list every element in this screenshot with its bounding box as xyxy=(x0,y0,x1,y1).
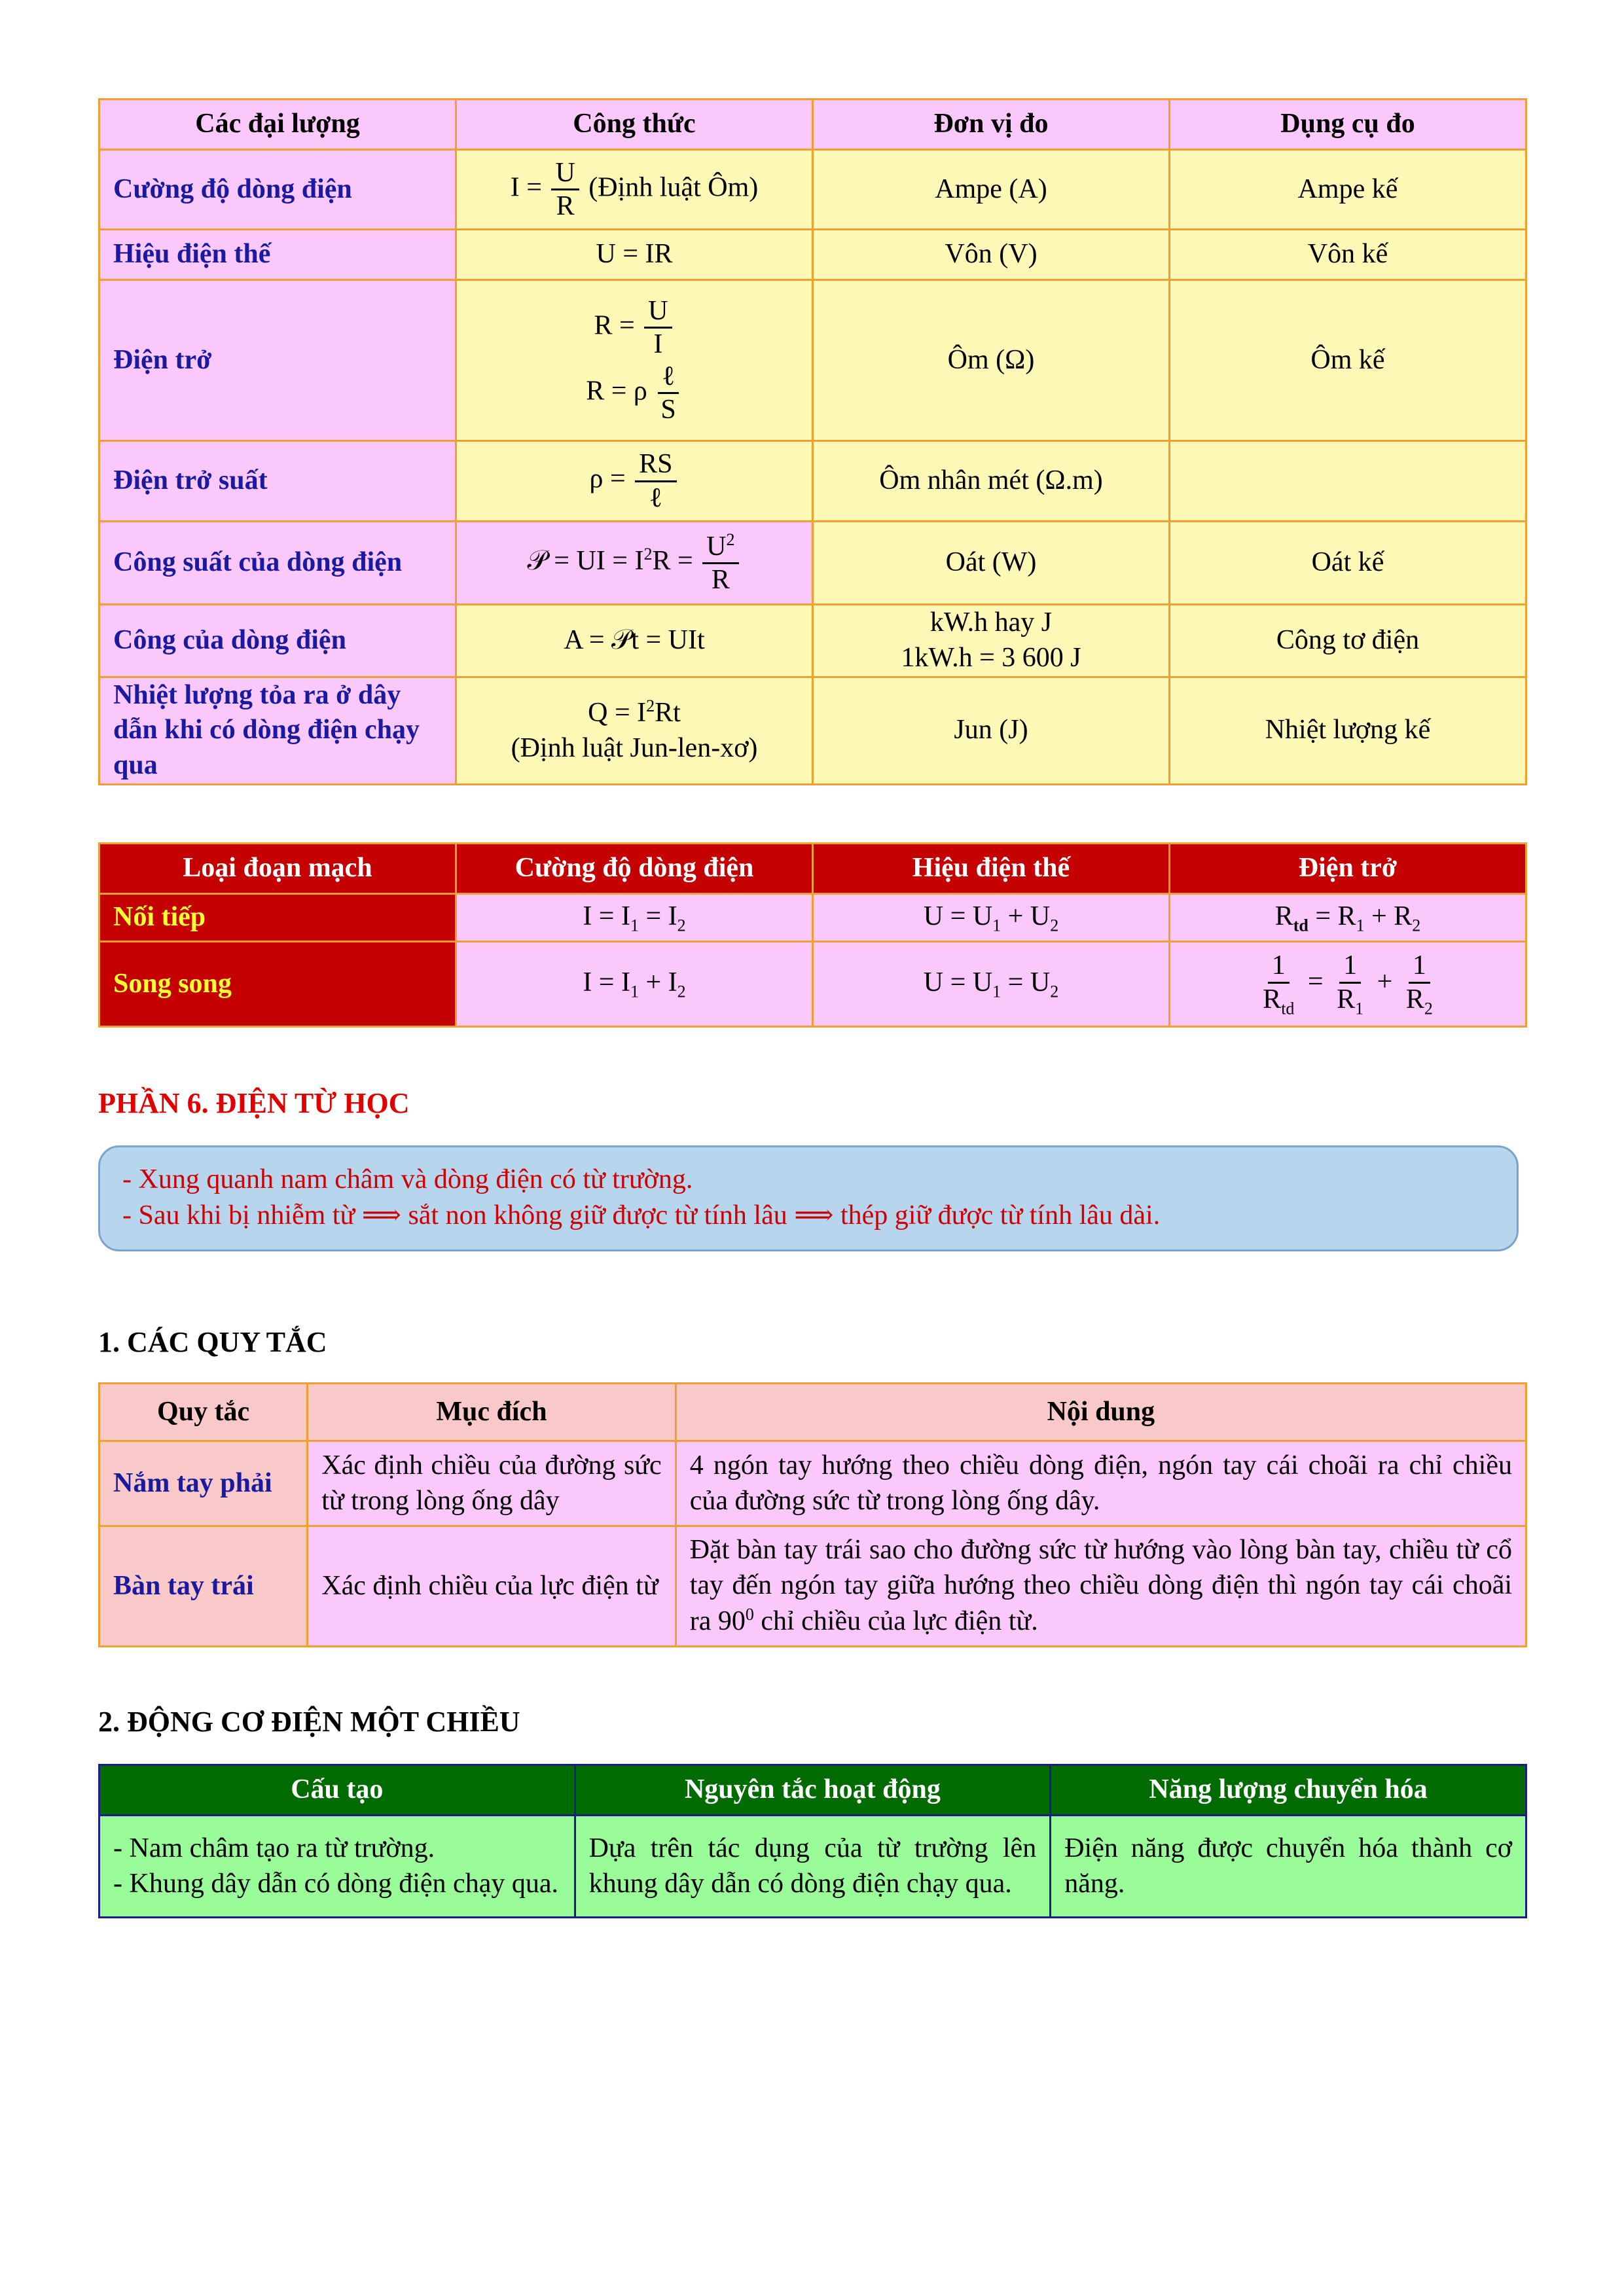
subscript: 1 xyxy=(630,916,639,935)
header-quantity: Các đại lượng xyxy=(99,99,456,150)
subscript: 1 xyxy=(630,982,639,1001)
voltage-cell xyxy=(813,894,1170,942)
denominator xyxy=(1259,984,1298,1018)
table-row xyxy=(99,894,1526,942)
formula-cell xyxy=(456,150,813,230)
quantity-label: Nhiệt lượng tỏa ra ở dây dẫn khi có dòng điện chạy qua xyxy=(99,677,456,784)
fraction xyxy=(1333,950,1367,1018)
rules-table xyxy=(98,1382,1527,1647)
superscript: 0 xyxy=(745,1604,754,1624)
header-resistance: Điện trở xyxy=(1170,844,1526,894)
heading-dc-motor: 2. ĐỘNG CƠ ĐIỆN MỘT CHIỀU xyxy=(98,1706,520,1738)
circuit-label: Nối tiếp xyxy=(99,894,456,942)
circuit-table xyxy=(98,842,1527,1028)
header-principle: Nguyên tắc hoạt động xyxy=(575,1765,1051,1816)
unit-cell: Ampe (A) xyxy=(813,150,1170,230)
note-box xyxy=(98,1145,1519,1251)
table-row xyxy=(99,1441,1526,1526)
fraction xyxy=(1259,950,1298,1018)
header-purpose: Mục đích xyxy=(308,1384,676,1441)
unit-cell: Jun (J) xyxy=(813,677,1170,784)
subscript: 2 xyxy=(1050,916,1059,935)
text: I = I xyxy=(583,967,630,998)
text: = U xyxy=(1001,967,1051,998)
subscript: 2 xyxy=(1050,982,1059,1001)
text: R xyxy=(1274,901,1293,931)
header-structure: Cấu tạo xyxy=(99,1765,575,1816)
quantity-label: Điện trở xyxy=(99,280,456,441)
numerator: 1 xyxy=(1339,950,1361,983)
header-tool: Dụng cụ đo xyxy=(1170,99,1526,150)
text-line: - Nam châm tạo ra từ trường. xyxy=(113,1833,435,1863)
fraction xyxy=(657,361,679,426)
numerator-text: U xyxy=(706,531,727,562)
text: U = U xyxy=(923,901,993,931)
header-unit: Đơn vị đo xyxy=(813,99,1170,150)
header-content: Nội dung xyxy=(676,1384,1526,1441)
numerator: 1 xyxy=(1409,950,1430,983)
numerator: ℓ xyxy=(658,361,679,394)
purpose-cell: Xác định chiều của đường sức từ trong lòng ống dây xyxy=(308,1441,676,1526)
fraction xyxy=(1402,950,1437,1018)
circuit-label: Song song xyxy=(99,942,456,1027)
formula-lhs: I = xyxy=(510,172,542,203)
denominator: R xyxy=(711,565,730,595)
subscript: 1 xyxy=(1355,998,1364,1018)
text: chỉ chiều của lực điện từ. xyxy=(753,1605,1038,1636)
formula-cell: A = 𝒫t = UIt xyxy=(456,605,813,677)
energy-cell: Điện năng được chuyển hóa thành cơ năng. xyxy=(1051,1816,1526,1918)
subscript: td xyxy=(1293,916,1308,935)
header-rule: Quy tắc xyxy=(99,1384,308,1441)
fraction xyxy=(702,530,738,596)
formula-note: (Định luật Jun-len-xơ) xyxy=(511,732,758,763)
header-formula: Công thức xyxy=(456,99,813,150)
header-circuit-type: Loại đoạn mạch xyxy=(99,844,456,894)
subscript: 1 xyxy=(992,916,1001,935)
unit-cell xyxy=(813,605,1170,677)
formula-lhs: ρ = xyxy=(589,463,626,494)
header-current: Cường độ dòng điện xyxy=(456,844,813,894)
current-cell xyxy=(456,942,813,1027)
denominator: ℓ xyxy=(649,482,662,513)
formula-cell xyxy=(456,522,813,605)
quantity-label: Công suất của dòng điện xyxy=(99,522,456,605)
formula-cell xyxy=(456,280,813,441)
rule-label: Bàn tay trái xyxy=(99,1526,308,1647)
rule-label: Nắm tay phải xyxy=(99,1441,308,1526)
superscript: 2 xyxy=(646,696,655,715)
dc-motor-table xyxy=(98,1764,1527,1918)
formula-lhs: 𝒫 = UI = I xyxy=(527,545,644,576)
principle-cell: Dựa trên tác dụng của từ trường lên khung dây dẫn có dòng điện chạy qua. xyxy=(575,1816,1051,1918)
table-row xyxy=(99,522,1526,605)
unit-cell: Ôm nhân mét (Ω.m) xyxy=(813,441,1170,522)
subscript: 1 xyxy=(992,982,1001,1001)
table-row xyxy=(99,1526,1526,1647)
formula-note: (Định luật Ôm) xyxy=(588,172,759,203)
superscript: 2 xyxy=(726,529,735,549)
superscript: 2 xyxy=(643,544,653,564)
text-line: - Khung dây dẫn có dòng điện chạy qua. xyxy=(113,1868,558,1899)
text: + I xyxy=(638,967,677,998)
voltage-cell xyxy=(813,942,1170,1027)
subscript: 2 xyxy=(1424,998,1433,1018)
text: = I xyxy=(638,901,677,931)
text: + R xyxy=(1364,901,1413,931)
plus-sign: + xyxy=(1377,967,1393,997)
tool-cell: Công tơ điện xyxy=(1170,605,1526,677)
formula-cell xyxy=(456,677,813,784)
quantity-label: Công của dòng điện xyxy=(99,605,456,677)
tool-cell xyxy=(1170,441,1526,522)
content-cell xyxy=(676,1526,1526,1647)
note-line: - Sau khi bị nhiễm từ ⟹ sắt non không giữ được từ tính lâu ⟹ thép giữ được từ tính lâu dài. xyxy=(122,1200,1161,1230)
formula-lhs: R = ρ xyxy=(586,375,647,406)
quantity-label: Cường độ dòng điện xyxy=(99,150,456,230)
resistance-cell xyxy=(1170,894,1526,942)
denominator xyxy=(1333,984,1367,1018)
tool-cell: Vôn kế xyxy=(1170,230,1526,280)
fraction xyxy=(551,157,579,223)
formula-line xyxy=(470,695,799,731)
subscript: 2 xyxy=(1412,916,1421,935)
text: R xyxy=(1263,984,1282,1014)
formula-cell: U = IR xyxy=(456,230,813,280)
text: + U xyxy=(1001,901,1051,931)
subscript: 1 xyxy=(1356,916,1365,935)
unit-cell: Ôm (Ω) xyxy=(813,280,1170,441)
table-row xyxy=(99,677,1526,784)
unit-line: kW.h hay J xyxy=(929,607,1053,637)
denominator xyxy=(1402,984,1437,1018)
text: R xyxy=(1405,984,1424,1014)
tool-cell: Nhiệt lượng kế xyxy=(1170,677,1526,784)
text: = R xyxy=(1308,901,1356,931)
formula-part: Q = I xyxy=(588,697,647,728)
equals-sign: = xyxy=(1307,967,1324,997)
formula-cell xyxy=(456,441,813,522)
header-energy: Năng lượng chuyển hóa xyxy=(1051,1765,1526,1816)
quantity-label: Hiệu điện thế xyxy=(99,230,456,280)
tool-cell: Ôm kế xyxy=(1170,280,1526,441)
unit-cell: Vôn (V) xyxy=(813,230,1170,280)
table-row xyxy=(99,1816,1526,1918)
formula-line xyxy=(470,295,799,361)
note-line: - Xung quanh nam châm và dòng điện có từ trường. xyxy=(122,1164,693,1194)
text: U = U xyxy=(923,967,993,998)
table-row xyxy=(99,150,1526,230)
denominator: R xyxy=(556,191,575,221)
quantities-table xyxy=(98,98,1527,785)
quantity-label: Điện trở suất xyxy=(99,441,456,522)
numerator: U xyxy=(551,157,579,190)
purpose-cell: Xác định chiều của lực điện từ xyxy=(308,1526,676,1647)
unit-cell: Oát (W) xyxy=(813,522,1170,605)
denominator: S xyxy=(660,394,676,425)
header-voltage: Hiệu điện thế xyxy=(813,844,1170,894)
subscript: 2 xyxy=(677,982,686,1001)
table-row xyxy=(99,605,1526,677)
resistance-cell xyxy=(1170,942,1526,1027)
formula-line xyxy=(470,361,799,426)
tool-cell: Ampe kế xyxy=(1170,150,1526,230)
fraction xyxy=(644,295,672,361)
heading-rules: 1. CÁC QUY TẮC xyxy=(98,1326,327,1358)
fraction xyxy=(635,448,676,514)
denominator: I xyxy=(653,329,663,360)
numerator: 1 xyxy=(1268,950,1290,983)
subscript: td xyxy=(1281,998,1295,1018)
table-row xyxy=(99,441,1526,522)
section-title: PHẦN 6. ĐIỆN TỪ HỌC xyxy=(98,1087,410,1119)
unit-line: 1kW.h = 3 600 J xyxy=(901,642,1081,673)
tool-cell: Oát kế xyxy=(1170,522,1526,605)
subscript: 2 xyxy=(677,916,686,935)
numerator xyxy=(702,530,738,564)
content-cell: 4 ngón tay hướng theo chiều dòng điện, ngón tay cái choãi ra chỉ chiều của đường sức từ trong lòng ống dây. xyxy=(676,1441,1526,1526)
table-row xyxy=(99,230,1526,280)
formula-mid: R = xyxy=(652,545,693,576)
current-cell xyxy=(456,894,813,942)
text: Đặt bàn tay trái sao cho đường sức từ hướng vào lòng bàn tay, chiều từ cổ tay đến ngón tay giữa hướng theo chiều dòng điện thì ngón tay cái choãi ra 90 xyxy=(689,1535,1512,1636)
formula-lhs: R = xyxy=(594,310,635,341)
structure-cell xyxy=(99,1816,575,1918)
text: I = I xyxy=(583,901,630,931)
table-row xyxy=(99,280,1526,441)
text: R xyxy=(1337,984,1356,1014)
table-row xyxy=(99,942,1526,1027)
numerator: RS xyxy=(635,448,676,482)
formula-part: Rt xyxy=(655,697,681,728)
numerator: U xyxy=(644,295,672,329)
